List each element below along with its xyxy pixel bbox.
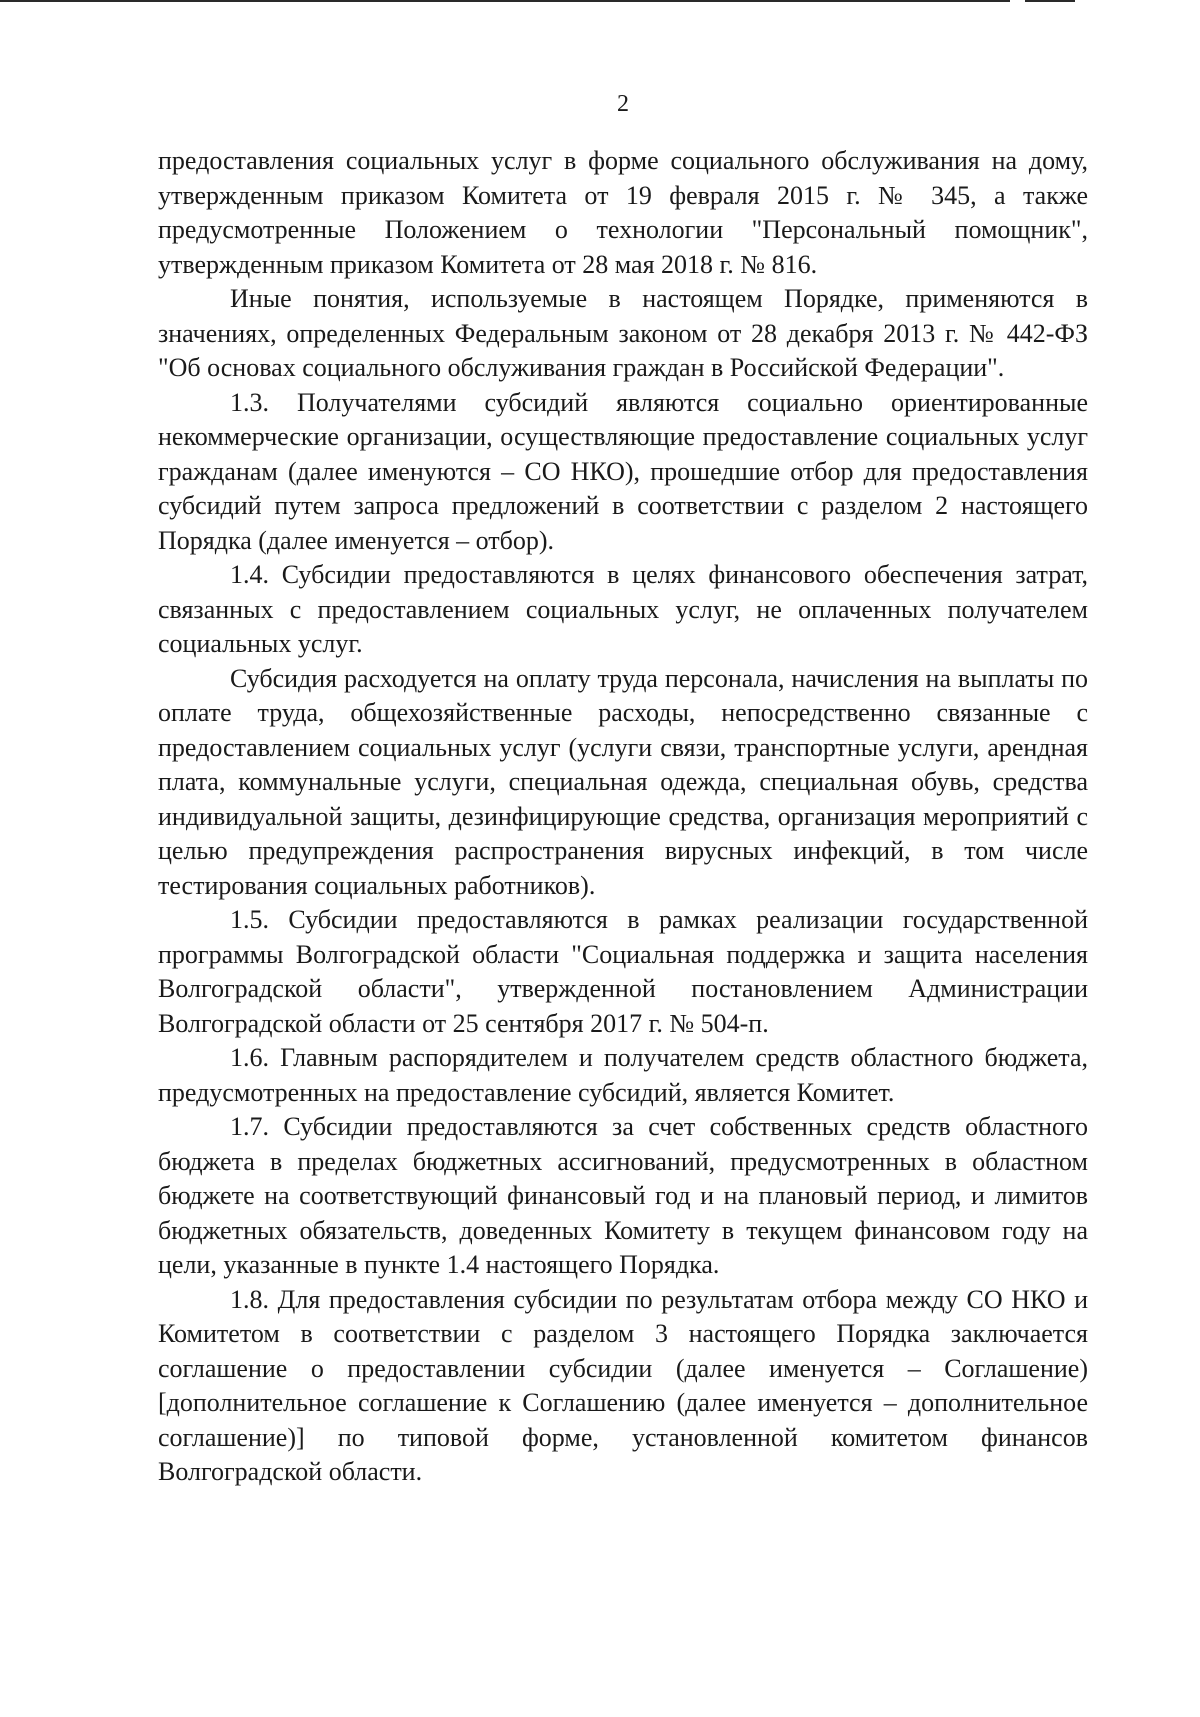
page-number: 2 — [617, 91, 629, 117]
paragraph-1-8: 1.8. Для предоставления субсидии по результатам отбора между СО НКО и Комитетом в соответствии с разделом 3 настоящего Порядка заключается соглашение о предоставлении субсидии (далее именуется – Соглашение) [дополнительное соглашение к Соглашению (далее именуется – дополнительное соглашение)] по типовой форме, установленной комитетом финансов Волгоградской области. — [158, 1284, 1088, 1486]
document-body — [158, 144, 1088, 1490]
paragraph-1-6: 1.6. Главным распорядителем и получателем средств областного бюджета, предусмотренных на предоставление субсидий, является Комитет. — [158, 1043, 1088, 1107]
paragraph-1-3: 1.3. Получателями субсидий являются социально ориентированные некоммерческие организации, осуществляющие предоставление социальных услуг гражданам (далее именуются – СО НКО), прошедшие отбор для предоставления субсидий путем запроса предложений в соответствии с разделом 2 настоящего Порядка (далее именуется – отбор). — [158, 387, 1088, 555]
paragraph-definitions: Иные понятия, используемые в настоящем Порядке, применяются в значениях, определенных Федеральным законом от 28 декабря 2013 г. № 442-ФЗ "Об основах социального обслуживания граждан в Российской Федерации". — [158, 284, 1088, 382]
top-border-line-segment — [1025, 0, 1075, 2]
paragraph-1-7: 1.7. Субсидии предоставляются за счет собственных средств областного бюджета в пределах бюджетных ассигнований, предусмотренных в областном бюджете на соответствующий финансовый год и на плановый период, и лимитов бюджетных обязательств, доведенных Комитету в текущем финансовом году на цели, указанные в пункте 1.4 настоящего Порядка. — [158, 1112, 1088, 1279]
paragraph-continuation: предоставления социальных услуг в форме социального обслуживания на дому, утвержденным приказом Комитета от 19 февраля 2015 г. № 345, а также предусмотренные Положением о технологии "Персональный помощник", утвержденным приказом Комитета от 28 мая 2018 г. № 816. — [158, 146, 1088, 279]
top-border-line — [0, 0, 1010, 2]
paragraph-1-4: 1.4. Субсидии предоставляются в целях финансового обеспечения затрат, связанных с предоставлением социальных услуг, не оплаченных получателем социальных услуг. — [158, 560, 1088, 658]
paragraph-subsidy-expenses: Субсидия расходуется на оплату труда персонала, начисления на выплаты по оплате труда, общехозяйственные расходы, непосредственно связанные с предоставлением социальных услуг (услуги связи, транспортные услуги, арендная плата, коммунальные услуги, специальная одежда, специальная обувь, средства индивидуальной защиты, дезинфицирующие средства, организация мероприятий с целью предупреждения распространения вирусных инфекций, в том числе тестирования социальных работников). — [158, 663, 1088, 900]
paragraph-1-5: 1.5. Субсидии предоставляются в рамках реализации государственной программы Волгоградской области "Социальная поддержка и защита населения Волгоградской области", утвержденной постановлением Администрации Волгоградской области от 25 сентября 2017 г. № 504-п. — [158, 905, 1088, 1038]
